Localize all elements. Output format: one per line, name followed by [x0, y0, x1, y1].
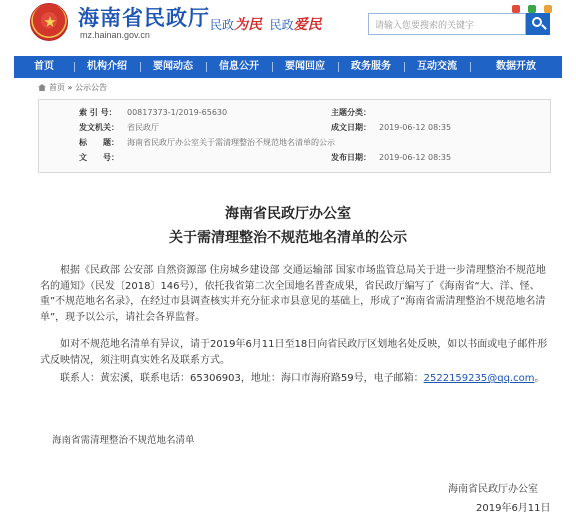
nav-item-about[interactable]: 机构介绍 — [74, 56, 140, 78]
created-value: 2019-06-12 08:35 — [379, 123, 452, 132]
weibo-icon[interactable] — [512, 5, 520, 13]
nav-item-response[interactable]: 要闻回应 — [272, 56, 338, 78]
breadcrumb-separator: » — [67, 83, 73, 92]
issuer-label: 发文机关： — [79, 123, 119, 132]
topic-label: 主题分类： — [331, 108, 371, 117]
slogan — [210, 14, 322, 34]
nav-item-disclosure[interactable]: 信息公开 — [206, 56, 272, 78]
contact-text: 联系人：黄宏溪，联系电话：65306903，地址：海口市海府路59号，电子邮箱： — [60, 373, 424, 384]
search-button[interactable] — [526, 13, 550, 35]
doc-title-line2: 关于需清理整治不规范地名清单的公示 — [169, 230, 407, 246]
slogan-part-b: 为民 — [234, 17, 263, 33]
slogan-part-a: 民政 — [210, 18, 235, 32]
info-row-issuer — [39, 121, 550, 134]
signature-date: 2019年6月11日 — [476, 503, 551, 514]
breadcrumb-home[interactable]: 首页 — [49, 83, 65, 92]
nav-item-news[interactable]: 要闻动态 — [140, 56, 206, 78]
search-input[interactable]: 请输入您要搜索的关键字 — [368, 13, 526, 35]
contact-suffix: 。 — [534, 373, 545, 384]
contact-email-link[interactable]: 2522159235@qq.com — [423, 373, 535, 384]
attachment-link[interactable]: 海南省需清理整治不规范地名清单 — [52, 435, 195, 446]
wechat-icon[interactable] — [528, 5, 536, 13]
nav-item-open-data[interactable]: 数据开放 — [470, 56, 562, 78]
info-row-title — [39, 136, 550, 149]
slogan-part-d: 爱民 — [293, 17, 322, 33]
site-title[interactable]: 海南省民政厅 — [78, 6, 210, 30]
body-paragraph-2: 如对不规范地名清单有异议，请于2019年6月11日至18日向省民政厅区划地名处反映，如以书面或电子邮件形式反映情况，须注明真实姓名及联系方式。 — [40, 339, 548, 366]
nav-item-home[interactable]: 首页 — [34, 61, 54, 72]
info-row-docno — [39, 151, 550, 164]
breadcrumb — [38, 82, 107, 93]
site-domain: mz.hainan.gov.cn — [80, 30, 150, 40]
site-header — [0, 0, 576, 56]
contact-paragraph — [40, 371, 550, 387]
signature-org: 海南省民政厅办公室 — [448, 484, 538, 495]
national-emblem-icon — [30, 3, 68, 41]
docno-label: 文 号： — [79, 153, 119, 162]
index-value: 00817373-1/2019-65630 — [127, 108, 228, 117]
body-paragraph-1: 根据《民政部 公安部 自然资源部 住房城乡建设部 交通运输部 国家市场监管总局关于进一步清理整治不规范地名的通知》（民发〔2018〕146号），依托我省第二次全国地名普查成果，省民政厅编写了《海南省“大、洋、怪、重”不规范地名名录》，在经过市县调查核实并充分征求市县意见的基础上，形成了“海南省需清理整治不规范地名清单”，现予以公示，请社会各界监督。 — [40, 265, 546, 323]
index-label: 索 引 号： — [79, 108, 117, 117]
info-row-index — [39, 106, 550, 119]
doc-title-line1: 海南省民政厅办公室 — [225, 206, 351, 222]
breadcrumb-current[interactable]: 公示公告 — [75, 83, 107, 92]
publish-value: 2019-06-12 08:35 — [379, 153, 452, 162]
main-nav — [14, 56, 562, 78]
title-value: 海南省民政厅办公室关于需清理整治不规范地名清单的公示 — [127, 138, 335, 147]
document-info-table — [38, 99, 551, 173]
nav-item-services[interactable]: 政务服务 — [338, 56, 404, 78]
created-label: 成文日期： — [331, 123, 371, 132]
home-icon — [38, 84, 46, 91]
rss-icon[interactable] — [544, 5, 552, 13]
publish-label: 发布日期： — [331, 153, 371, 162]
top-share-icons[interactable] — [512, 0, 560, 8]
title-label: 标 题： — [79, 138, 119, 147]
slogan-part-c: 民政 — [269, 18, 294, 32]
issuer-value: 省民政厅 — [127, 123, 159, 132]
nav-item-interaction[interactable]: 互动交流 — [404, 56, 470, 78]
